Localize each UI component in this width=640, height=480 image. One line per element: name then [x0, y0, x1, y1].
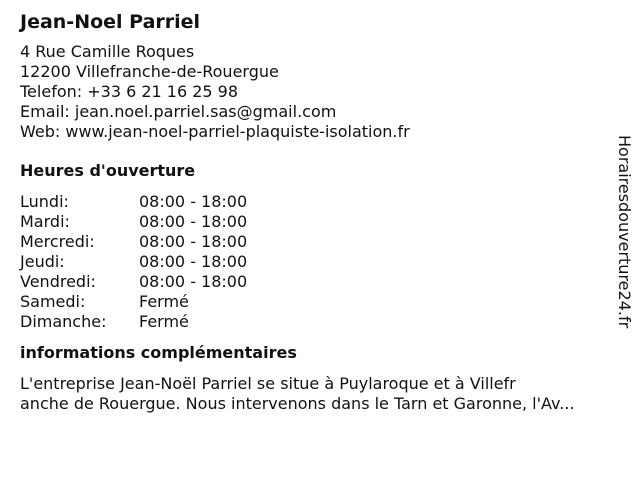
time-value: 08:00 - 18:00	[139, 212, 248, 231]
address-street: 4 Rue Camille Roques	[20, 42, 195, 61]
time-value: 08:00 - 18:00	[139, 272, 248, 291]
day-label: Mardi:	[20, 212, 70, 231]
info-text	[20, 374, 620, 414]
day-label: Mercredi:	[20, 232, 95, 251]
day-label: Lundi:	[20, 192, 69, 211]
address-city: 12200 Villefranche-de-Rouergue	[20, 62, 279, 81]
time-value: Fermé	[139, 292, 189, 311]
day-label: Jeudi:	[20, 252, 65, 271]
day-label: Samedi:	[20, 292, 86, 311]
hours-table	[20, 192, 612, 332]
hours-row-saturday	[20, 292, 612, 312]
phone-line: Telefon: +33 6 21 16 25 98	[20, 82, 239, 101]
business-card	[20, 10, 612, 414]
hours-row-tuesday	[20, 212, 612, 232]
day-label: Dimanche:	[20, 312, 107, 331]
time-value: 08:00 - 18:00	[139, 252, 248, 271]
hours-row-sunday	[20, 312, 612, 332]
time-value: Fermé	[139, 312, 189, 331]
info-title: informations complémentaires	[20, 343, 297, 362]
web-line: Web: www.jean-noel-parriel-plaquiste-isolation.fr	[20, 122, 410, 141]
time-value: 08:00 - 18:00	[139, 192, 248, 211]
business-name: Jean-Noel Parriel	[20, 11, 201, 33]
day-label: Vendredi:	[20, 272, 96, 291]
time-value: 08:00 - 18:00	[139, 232, 248, 251]
info-line-1: L'entreprise Jean-Noël Parriel se situe à Puylaroque et à Villefr	[20, 374, 516, 393]
hours-row-thursday	[20, 252, 612, 272]
hours-row-monday	[20, 192, 612, 212]
info-line-2: anche de Rouergue. Nous intervenons dans le Tarn et Garonne, l'Av...	[20, 394, 575, 413]
hours-row-wednesday	[20, 232, 612, 252]
email-line: Email: jean.noel.parriel.sas@gmail.com	[20, 102, 337, 121]
hours-row-friday	[20, 272, 612, 292]
hours-title: Heures d'ouverture	[20, 161, 196, 180]
brand-watermark: Horairesdouverture24.fr	[615, 135, 634, 329]
contact-block	[20, 42, 612, 142]
